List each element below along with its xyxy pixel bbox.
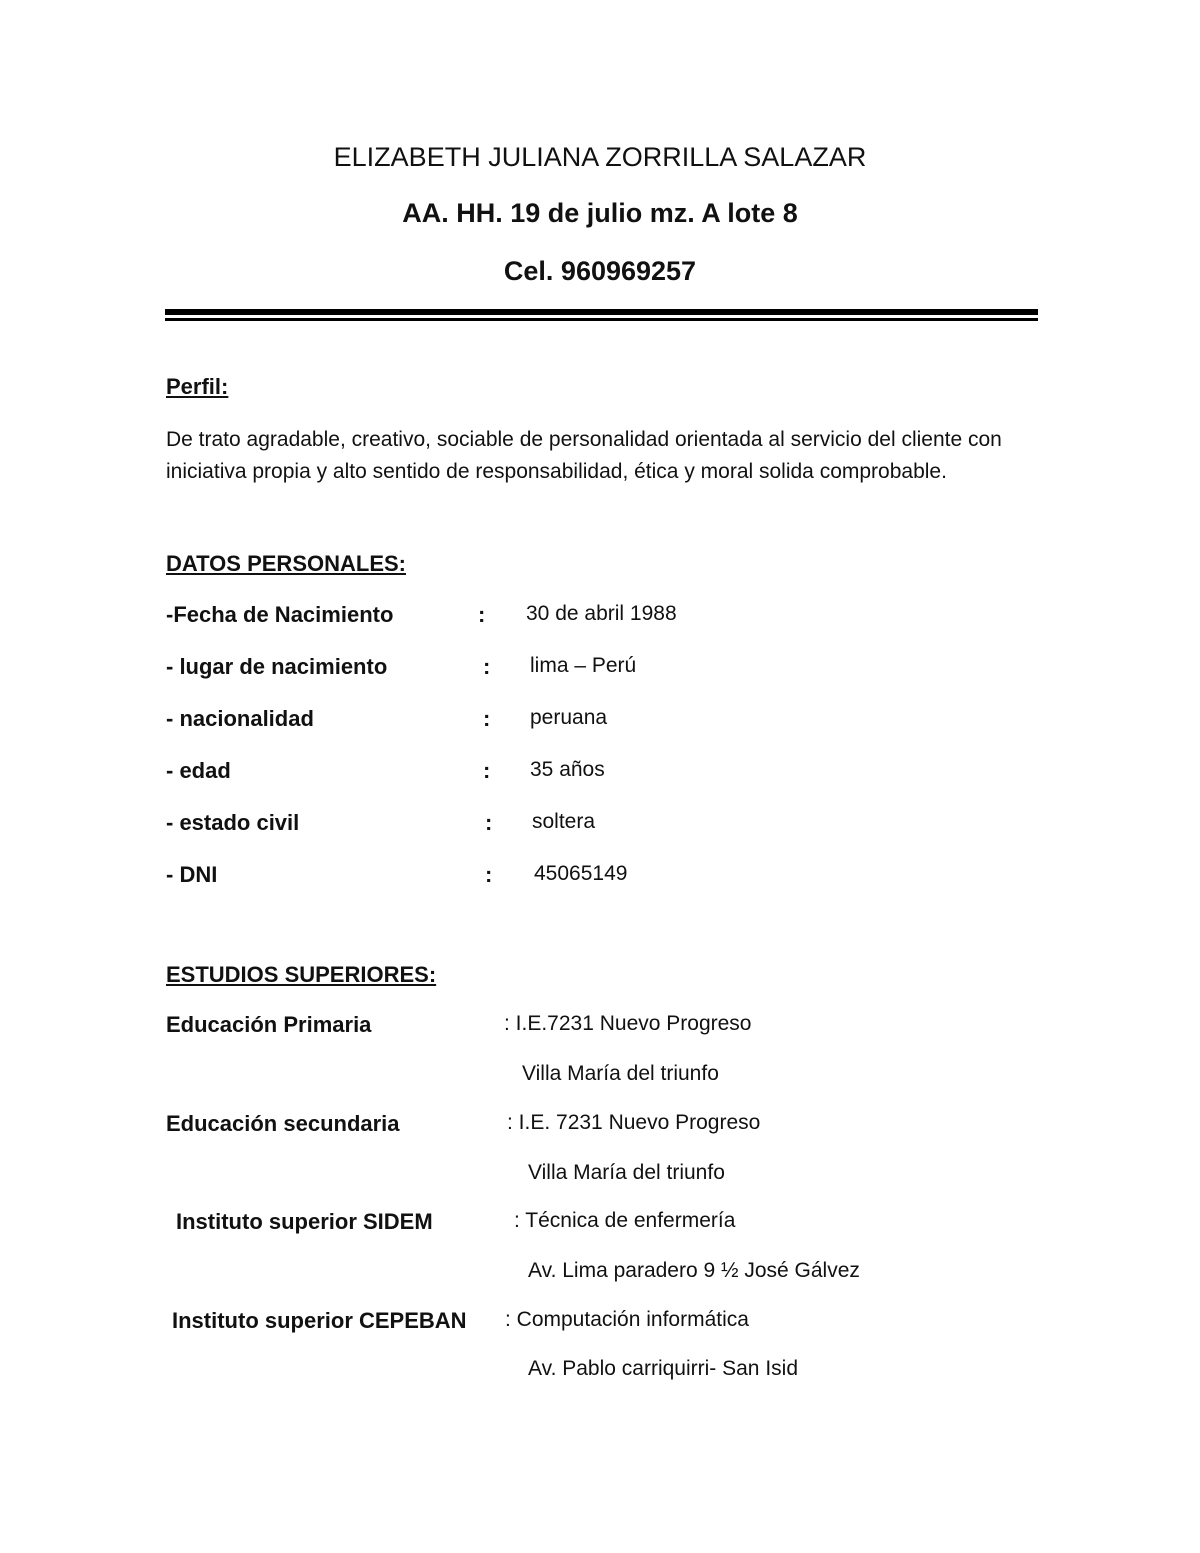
profile-heading: Perfil: <box>166 374 229 399</box>
personal-separator: : <box>485 810 493 835</box>
personal-label: - estado civil <box>166 810 300 835</box>
resume-phone: Cel. 960969257 <box>503 256 697 286</box>
personal-label: - nacionalidad <box>166 706 314 731</box>
personal-data-heading: DATOS PERSONALES: <box>166 551 406 576</box>
studies-value: : Computación informática <box>505 1308 749 1331</box>
personal-value: 45065149 <box>534 862 628 885</box>
studies-label: Educación secundaria <box>166 1111 400 1136</box>
personal-label: -Fecha de Nacimiento <box>166 602 394 627</box>
personal-value: soltera <box>532 810 596 833</box>
personal-value: peruana <box>530 706 608 729</box>
studies-detail: Villa María del triunfo <box>522 1062 719 1085</box>
personal-row-civil-status <box>0 810 1200 842</box>
studies-label: Instituto superior CEPEBAN <box>172 1308 467 1333</box>
studies-row-primary <box>0 1012 1200 1044</box>
studies-row-sidem <box>0 1209 1200 1241</box>
studies-row-cepeban <box>0 1308 1200 1340</box>
resume-address: AA. HH. 19 de julio mz. A lote 8 <box>402 198 798 228</box>
header-divider-thick <box>165 309 1038 315</box>
personal-row-age <box>0 758 1200 790</box>
studies-heading: ESTUDIOS SUPERIORES: <box>166 962 437 987</box>
personal-value: 35 años <box>530 758 605 781</box>
personal-label: - DNI <box>166 862 218 887</box>
personal-separator: : <box>483 706 491 731</box>
resume-name: ELIZABETH JULIANA ZORRILLA SALAZAR <box>333 142 867 172</box>
personal-separator: : <box>483 758 491 783</box>
studies-detail-cepeban <box>0 1357 1200 1389</box>
studies-detail: Av. Pablo carriquirri- San Isid <box>528 1357 798 1380</box>
studies-detail: Av. Lima paradero 9 ½ José Gálvez <box>528 1259 860 1282</box>
studies-value: : I.E.7231 Nuevo Progreso <box>504 1012 752 1035</box>
personal-row-birthdate <box>0 602 1200 634</box>
personal-separator: : <box>485 862 493 887</box>
studies-detail: Villa María del triunfo <box>528 1161 725 1184</box>
studies-row-secondary <box>0 1111 1200 1143</box>
studies-detail-sidem <box>0 1259 1200 1291</box>
studies-value: : Técnica de enfermería <box>514 1209 736 1232</box>
personal-row-birthplace <box>0 654 1200 686</box>
personal-value: 30 de abril 1988 <box>526 602 677 625</box>
studies-label: Educación Primaria <box>166 1012 372 1037</box>
personal-label: - lugar de nacimiento <box>166 654 388 679</box>
personal-separator: : <box>478 602 486 627</box>
header-divider-thin <box>165 318 1038 321</box>
studies-detail-secondary <box>0 1161 1200 1193</box>
personal-row-dni <box>0 862 1200 894</box>
studies-value: : I.E. 7231 Nuevo Progreso <box>507 1111 761 1134</box>
studies-detail-primary <box>0 1062 1200 1094</box>
studies-label: Instituto superior SIDEM <box>176 1209 433 1234</box>
profile-text: De trato agradable, creativo, sociable de personalidad orientada al servicio del cliente con iniciativa propia y alto sentido de responsabilidad, ética y moral solida comprobable. <box>166 428 1002 483</box>
personal-separator: : <box>483 654 491 679</box>
personal-label: - edad <box>166 758 231 783</box>
personal-value: lima – Perú <box>530 654 637 677</box>
personal-row-nationality <box>0 706 1200 738</box>
